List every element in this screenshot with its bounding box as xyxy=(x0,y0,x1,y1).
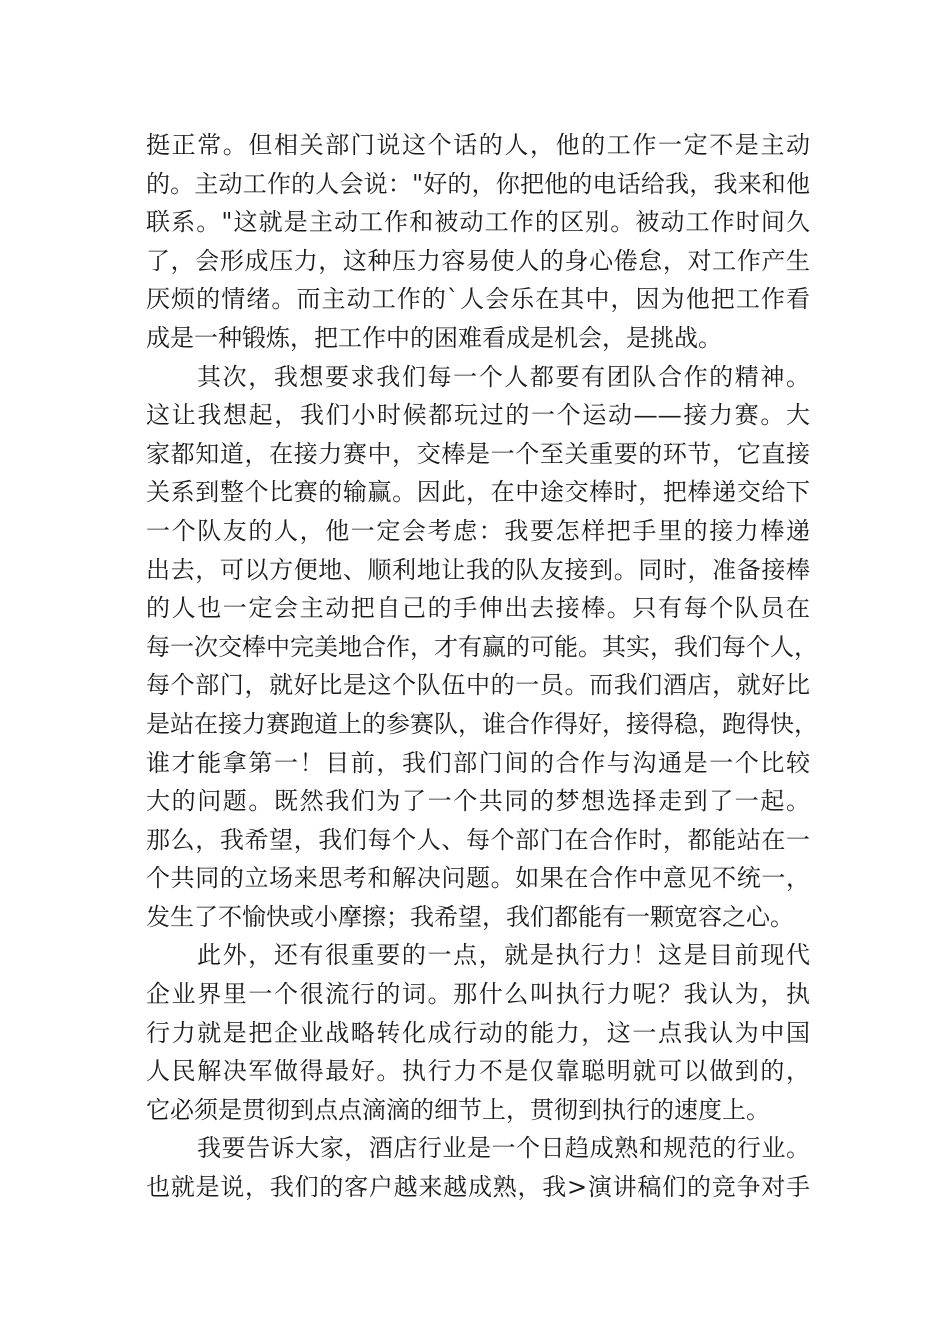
paragraph xyxy=(146,936,810,1129)
text-line: 是站在接力赛跑道上的参赛队，谁合作得好，接得稳，跑得快， xyxy=(146,709,818,738)
text-line: 大的问题。既然我们为了一个共同的梦想选择走到了一起。 xyxy=(146,787,810,816)
text-line: 关系到整个比赛的输赢。因此，在中途交棒时，把棒递交给下 xyxy=(146,478,810,507)
text-line: 联系。"这就是主动工作和被动工作的区别。被动工作时间久 xyxy=(146,208,810,237)
text-line: 行力就是把企业战略转化成行动的能力，这一点我认为中国 xyxy=(146,1018,810,1047)
text-line: 人民解决军做得最好。执行力不是仅靠聪明就可以做到的， xyxy=(146,1057,810,1086)
text-line: 厌烦的情绪。而主动工作的`人会乐在其中，因为他把工作看 xyxy=(146,285,810,314)
text-line: 个共同的立场来思考和解决问题。如果在合作中意见不统一， xyxy=(146,864,810,893)
text-line: 了，会形成压力，这种压力容易使人的身心倦怠，对工作产生 xyxy=(146,246,810,275)
document-body xyxy=(146,126,818,1207)
paragraph xyxy=(146,126,810,358)
paragraph xyxy=(146,1129,810,1206)
text-line: 谁才能拿第一！目前，我们部门间的合作与沟通是一个比较 xyxy=(146,748,810,777)
text-line: 家都知道，在接力赛中，交棒是一个至关重要的环节，它直接 xyxy=(146,439,810,468)
text-line: 出去，可以方便地、顺利地让我的队友接到。同时，准备接棒 xyxy=(146,555,810,584)
paragraph xyxy=(146,358,818,937)
text-line: 挺正常。但相关部门说这个话的人，他的工作一定不是主动 xyxy=(146,131,810,159)
text-line: 每个部门，就好比是这个队伍中的一员。而我们酒店，就好比 xyxy=(146,671,810,700)
text-line: 这让我想起，我们小时候都玩过的一个运动——接力赛。大 xyxy=(146,401,810,430)
text-line: 每一次交棒中完美地合作，才有赢的可能。其实，我们每个人， xyxy=(146,632,818,661)
text-line: 一个队友的人，他一定会考虑：我要怎样把手里的接力棒递 xyxy=(146,516,810,545)
text-line: 成是一种锻炼，把工作中的困难看成是机会，是挑战。 xyxy=(146,323,722,352)
text-line: 的。主动工作的人会说："好的，你把他的电话给我，我来和他 xyxy=(146,169,810,198)
text-line: 我要告诉大家，酒店行业是一个日趋成熟和规范的行业。 xyxy=(197,1134,810,1163)
text-line: 此外，还有很重要的一点，就是执行力！这是目前现代 xyxy=(197,941,810,970)
text-line: 那么，我希望，我们每个人、每个部门在合作时，都能站在一 xyxy=(146,825,810,854)
text-line: 发生了不愉快或小摩擦；我希望，我们都能有一颗宽容之心。 xyxy=(146,902,794,931)
text-line: 的人也一定会主动把自己的手伸出去接棒。只有每个队员在 xyxy=(146,594,810,623)
text-line: 它必须是贯彻到点点滴滴的细节上，贯彻到执行的速度上。 xyxy=(146,1095,770,1124)
text-line: 企业界里一个很流行的词。那什么叫执行力呢？我认为，执 xyxy=(146,980,810,1009)
text-line: 其次，我想要求我们每一个人都要有团队合作的精神。 xyxy=(197,362,810,391)
text-line: 也就是说，我们的客户越来越成熟，我>演讲稿们的竞争对手 xyxy=(146,1173,810,1202)
